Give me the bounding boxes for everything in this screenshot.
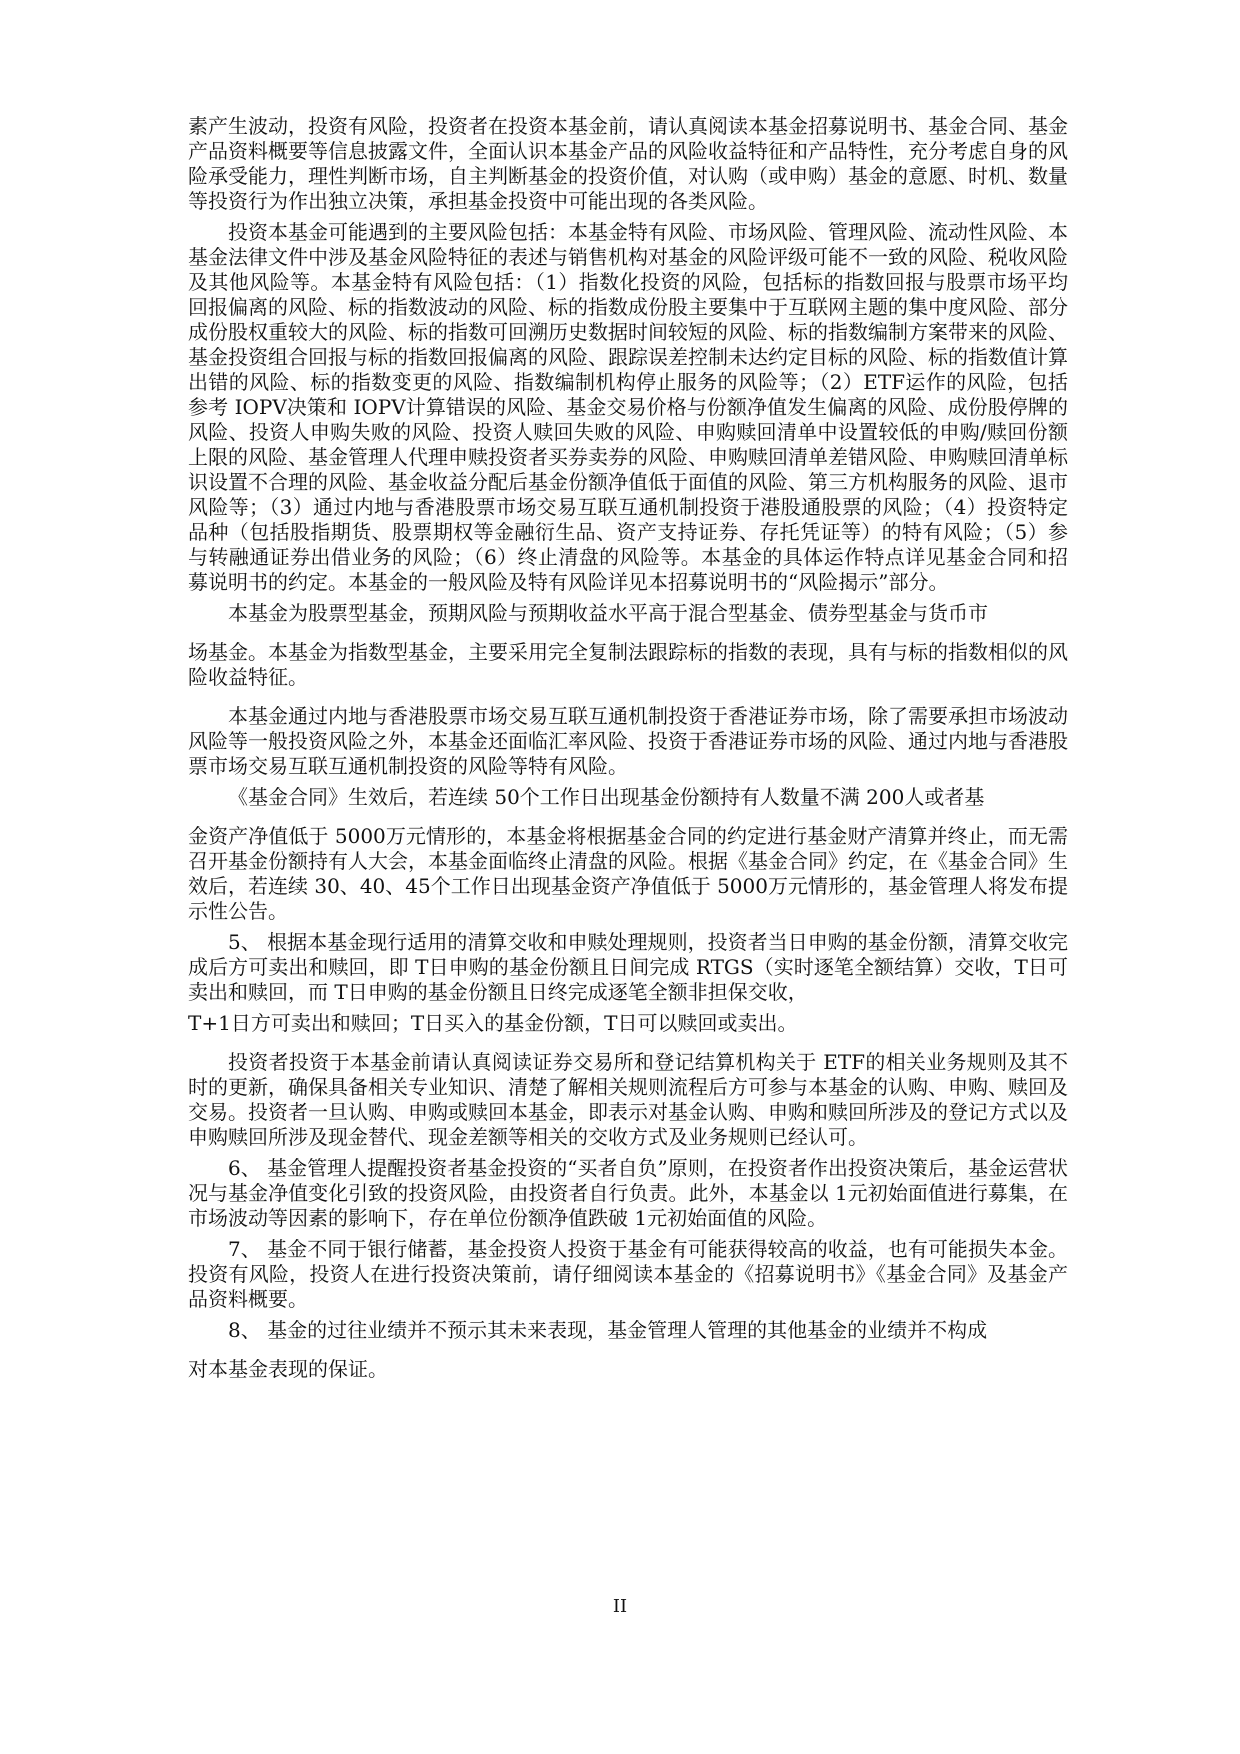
paragraph-item-7: 7、 基金不同于银行储蓄，基金投资人投资于基金有可能获得较高的收益，也有可能损失本金。投资有风险，投资人在进行投资决策前，请仔细阅读本基金的《招募说明书》《基金合同》及基金产品资料概要。 <box>188 1237 1068 1311</box>
paragraph-termination-condition: 《基金合同》生效后，若连续 50个工作日出现基金份额持有人数量不满 200人或者基 <box>228 785 985 809</box>
paragraph-index-fund: 场基金。本基金为指数型基金，主要采用完全复制法跟踪标的指数的表现，具有与标的指数相似的风险收益特征。 <box>188 640 1068 689</box>
paragraph-item-8: 8、 基金的过往业绩并不预示其未来表现，基金管理人管理的其他基金的业绩并不构成 <box>228 1318 988 1342</box>
paragraph-hk-connect-risk: 本基金通过内地与香港股票市场交易互联互通机制投资于香港证券市场，除了需要承担市场波动风险等一般投资风险之外，本基金还面临汇率风险、投资于香港证券市场的风险、通过内地与香港股票市场交易互联互通机制投资的风险等特有风险。 <box>188 704 1068 778</box>
paragraph-risk-intro: 素产生波动，投资有风险，投资者在投资本基金前，请认真阅读本基金招募说明书、基金合同、基金产品资料概要等信息披露文件，全面认识本基金产品的风险收益特征和产品特性，充分考虑自身的风险承受能力，理性判断市场，自主判断基金的投资价值，对认购（或申购）基金的意愿、时机、数量等投资行为作出独立决策，承担基金投资中可能出现的各类风险。 <box>188 114 1068 213</box>
paragraph-item-5-continued: T+1日方可卖出和赎回；T日买入的基金份额，T日可以赎回或卖出。 <box>188 1011 798 1035</box>
paragraph-etf-rules: 投资者投资于本基金前请认真阅读证券交易所和登记结算机构关于 ETF的相关业务规则及其不时的更新，确保具备相关专业知识、清楚了解相关规则流程后方可参与本基金的认购、申购、赎回及交易。投资者一旦认购、申购或赎回本基金，即表示对基金认购、申购和赎回所涉及的登记方式以及申购赎回所涉及现金替代、现金差额等相关的交收方式及业务规则已经认可。 <box>188 1050 1068 1149</box>
page-number: II <box>612 1596 628 1617</box>
paragraph-fund-type: 本基金为股票型基金，预期风险与预期收益水平高于混合型基金、债券型基金与货币市 <box>228 601 988 625</box>
document-body <box>188 114 1068 1388</box>
paragraph-item-6: 6、 基金管理人提醒投资者基金投资的“买者自负”原则，在投资者作出投资决策后，基金运营状况与基金净值变化引致的投资风险，由投资者自行负责。此外，本基金以 1元初始面值进行募集，在市场波动等因素的影响下，存在单位份额净值跌破 1元初始面值的风险。 <box>188 1156 1068 1230</box>
paragraph-item-5: 5、 根据本基金现行适用的清算交收和申赎处理规则，投资者当日申购的基金份额，清算交收完成后方可卖出和赎回，即 T日申购的基金份额且日间完成 RTGS（实时逐笔全额结算）交收，T日可卖出和赎回，而 T日申购的基金份额且日终完成逐笔全额非担保交收， <box>188 930 1068 1004</box>
paragraph-main-risks: 投资本基金可能遇到的主要风险包括：本基金特有风险、市场风险、管理风险、流动性风险、本基金法律文件中涉及基金风险特征的表述与销售机构对基金的风险评级可能不一致的风险、税收风险及其他风险等。本基金特有风险包括：（1）指数化投资的风险，包括标的指数回报与股票市场平均回报偏离的风险、标的指数波动的风险、标的指数成份股主要集中于互联网主题的集中度风险、部分成份股权重较大的风险、标的指数可回溯历史数据时间较短的风险、标的指数编制方案带来的风险、基金投资组合回报与标的指数回报偏离的风险、跟踪误差控制未达约定目标的风险、标的指数值计算出错的风险、标的指数变更的风险、指数编制机构停止服务的风险等；（2）ETF运作的风险，包括参考 IOPV决策和 IOPV计算错误的风险、基金交易价格与份额净值发生偏离的风险、成份股停牌的风险、投资人申购失败的风险、投资人赎回失败的风险、申购赎回清单中设置较低的申购/赎回份额上限的风险、基金管理人代理申赎投资者买券卖券的风险、申购赎回清单差错风险、申购赎回清单标识设置不合理的风险、基金收益分配后基金份额净值低于面值的风险、第三方机构服务的风险、退市风险等；（3）通过内地与香港股票市场交易互联互通机制投资于港股通股票的风险；（4）投资特定品种（包括股指期货、股票期权等金融衍生品、资产支持证券、存托凭证等）的特有风险；（5）参与转融通证券出借业务的风险；（6）终止清盘的风险等。本基金的具体运作特点详见基金合同和招募说明书的约定。本基金的一般风险及特有风险详见本招募说明书的“风险揭示”部分。 <box>188 220 1068 594</box>
paragraph-termination-detail: 金资产净值低于 5000万元情形的，本基金将根据基金合同的约定进行基金财产清算并终止，而无需召开基金份额持有人大会，本基金面临终止清盘的风险。根据《基金合同》约定，在《基金合同》生效后，若连续 30、40、45个工作日出现基金资产净值低于 5000万元情形的，基金管理人将发布提示性公告。 <box>188 824 1068 923</box>
paragraph-item-8-continued: 对本基金表现的保证。 <box>188 1357 388 1381</box>
